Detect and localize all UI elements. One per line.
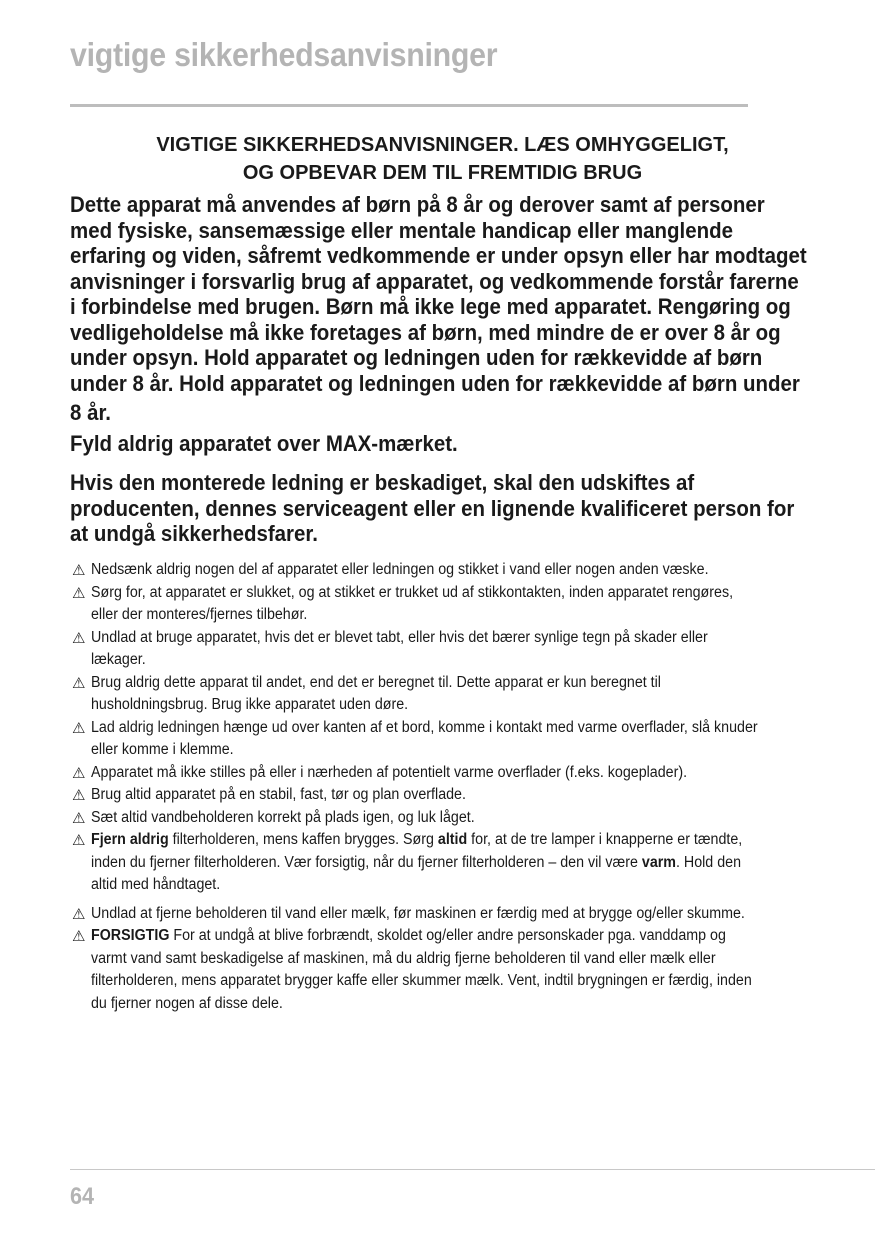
intro-line: under opsyn. Hold apparatet og ledningen uden for rækkevidde af børn (70, 345, 763, 370)
max-note-text: Fyld aldrig apparatet over MAX-mærket. (70, 431, 458, 456)
intro-line: med fysiske, sansemæssige eller mentale handicap eller manglende (70, 217, 733, 243)
warning-triangle-icon: ⚠ (72, 629, 86, 647)
warning-triangle-icon: ⚠ (72, 905, 86, 923)
max-note (70, 431, 830, 457)
warning-item-caution (72, 925, 817, 1015)
warning-triangle-icon: ⚠ (72, 832, 86, 849)
emphasis: Fjern aldrig (91, 831, 169, 848)
warning-item (72, 672, 817, 717)
warning-item (72, 559, 817, 582)
warning-line: Sæt altid vandbeholderen korrekt på plads igen, og luk låget. (91, 808, 475, 826)
emphasis: altid (437, 831, 468, 848)
cord-note-line: at undgå sikkerhedsfarer. (70, 521, 318, 546)
main-heading-line-2: OG OPBEVAR DEM TIL FREMTIDIG BRUG (242, 162, 643, 184)
warning-triangle-icon: ⚠ (72, 719, 86, 737)
warning-triangle-icon: ⚠ (72, 674, 86, 692)
warning-line: filterholderen, mens apparatet brygger kaffe eller skummer mælk. Vent, indtil brygningen er færdig, inden (91, 972, 752, 989)
warning-triangle-icon: ⚠ (72, 809, 86, 827)
warning-item (72, 627, 817, 672)
warning-triangle-icon: ⚠ (72, 764, 86, 782)
warning-line: varmt vand samt beskadigelse af maskinen, må du aldrig fjerne beholderen til vand eller mælk eller (91, 949, 716, 967)
page-number: 64 (70, 1183, 95, 1210)
warning-item (72, 784, 817, 807)
page-title: vigtige sikkerhedsanvisninger (70, 36, 498, 73)
warning-line: Undlad at fjerne beholderen til vand eller mælk, før maskinen er færdig med at brygge og/eller skumme. (91, 904, 745, 922)
warning-item (72, 762, 817, 785)
warning-line: husholdningsbrug. Brug ikke apparatet uden døre. (91, 696, 409, 713)
warning-text: For at undgå at blive forbrændt, skoldet og/eller andre personskader pga. vanddamp og (169, 927, 726, 944)
warning-line: lækager. (91, 651, 146, 668)
warning-line: eller komme i klemme. (91, 741, 234, 758)
intro-line: i forbindelse med brugen. Børn må ikke lege med apparatet. Rengøring og (70, 294, 791, 319)
emphasis: varm (641, 853, 676, 871)
warning-triangle-icon: ⚠ (72, 928, 86, 945)
warning-line (91, 852, 759, 875)
warning-item (72, 903, 817, 926)
warning-text: filterholderen, mens kaffen brygges. Sørg (168, 831, 438, 848)
warning-text: for, at de tre lamper i knapperne er tændte, (467, 831, 743, 848)
warning-line: Apparatet må ikke stilles på eller i nærheden af potentielt varme overflader (f.eks. kogeplader). (91, 763, 688, 781)
intro-line: anvisninger i forsvarlig brug af apparatet, og vedkommende forstår farerne (70, 268, 799, 294)
intro-line: under 8 år. Hold apparatet og ledningen uden for rækkevidde af børn under (70, 370, 800, 396)
intro-line: 8 år. (70, 400, 111, 425)
main-heading-line-1: VIGTIGE SIKKERHEDSANVISNINGER. LÆS OMHYGGELIGT, (156, 134, 729, 156)
intro-line: Dette apparat må anvendes af børn på 8 år og derover samt af personer (70, 192, 765, 217)
warning-item-filter-holder (72, 829, 817, 897)
warning-item (72, 717, 817, 762)
warning-line: eller der monteres/fjernes tilbehør. (91, 606, 308, 623)
main-heading (70, 131, 815, 187)
warning-list (72, 559, 817, 1015)
intro-line: vedligeholdelse må ikke foretages af børn, med mindre de er over 8 år og (70, 319, 781, 345)
warning-line: Brug altid apparatet på en stabil, fast, tør og plan overflade. (91, 786, 466, 803)
footer-divider (70, 1169, 875, 1170)
warning-item (72, 582, 817, 627)
warning-line: altid med håndtaget. (91, 876, 221, 893)
warning-triangle-icon: ⚠ (72, 787, 86, 804)
intro-line: erfaring og viden, såfremt vedkommende er under opsyn eller har modtaget (70, 243, 807, 268)
warning-line: Nedsænk aldrig nogen del af apparatet eller ledningen og stikket i vand eller nogen anden væske. (91, 561, 709, 578)
warning-triangle-icon: ⚠ (72, 562, 86, 579)
caution-label: FORSIGTIG (91, 927, 170, 944)
cord-note-line: Hvis den monterede ledning er beskadiget, skal den udskiftes af (70, 470, 695, 495)
warning-line (91, 829, 759, 852)
warning-text: inden du fjerner filterholderen. Vær forsigtig, når du fjerner filterholderen – den vil være (91, 853, 642, 871)
warning-line: Undlad at bruge apparatet, hvis det er blevet tabt, eller hvis det bærer synlige tegn på skader eller (91, 628, 708, 646)
warning-line: Lad aldrig ledningen hænge ud over kanten af et bord, komme i kontakt med varme overflader, slå knuder (91, 718, 758, 736)
title-divider (70, 104, 748, 107)
warning-line (91, 925, 759, 948)
cord-note (70, 470, 830, 547)
intro-paragraph (70, 192, 830, 426)
cord-note-line: producenten, dennes serviceagent eller en lignende kvalificeret person for (70, 495, 795, 521)
warning-item (72, 807, 817, 830)
warning-line: Sørg for, at apparatet er slukket, og at stikket er trukket ud af stikkontakten, inden apparatet rengøres, (91, 583, 734, 601)
warning-line: du fjerner nogen af disse dele. (91, 994, 283, 1012)
warning-triangle-icon: ⚠ (72, 584, 86, 602)
warning-line: Brug aldrig dette apparat til andet, end det er beregnet til. Dette apparat er kun beregnet til (91, 673, 661, 691)
warning-text: . Hold den (675, 853, 742, 871)
